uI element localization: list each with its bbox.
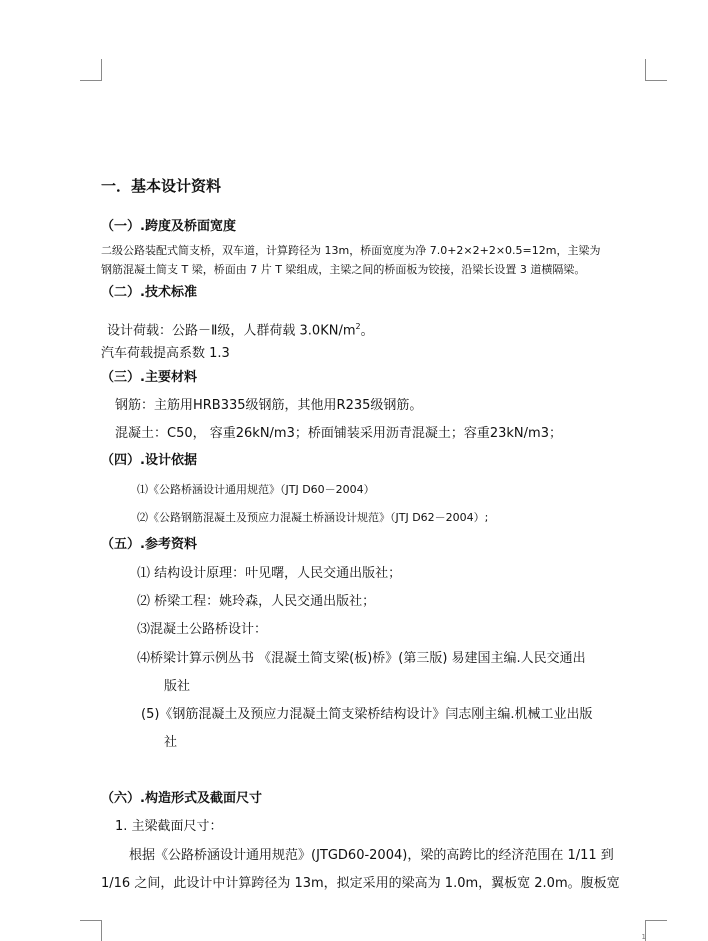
design-basis-item: ⑴《公路桥涵设计通用规范》（JTJ D60－2004） — [137, 483, 375, 496]
crop-mark-top-left-h — [80, 80, 102, 81]
crop-mark-bottom-left-h — [80, 920, 102, 921]
subheading-structure-and-section: （六）.构造形式及截面尺寸 — [101, 791, 262, 806]
crop-mark-bottom-right-h — [645, 920, 667, 921]
reference-item: ⑴ 结构设计原理：叶见曙，人民交通出版社； — [137, 566, 402, 581]
design-load-end: 。 — [360, 323, 374, 339]
paragraph-line: 二级公路装配式简支桥，双车道，计算跨径为 13m，桥面宽度为净 7.0+2×2+2×0.5=12m，主梁为 — [101, 244, 601, 257]
design-basis-item: ⑵《公路钢筋混凝土及预应力混凝土桥涵设计规范》（JTJ D62－2004）; — [137, 511, 489, 524]
reference-item-continuation: 版社 — [164, 679, 191, 694]
body-paragraph-line: 1/16 之间，此设计中计算跨径为 13m，拟定采用的梁高为 1.0m，翼板宽 2.0m。腹板宽 — [101, 876, 620, 891]
reference-item: ⑶混凝土公路桥设计： — [137, 622, 268, 637]
crop-mark-top-right-h — [645, 80, 667, 81]
unit-superscript: 2 — [355, 322, 361, 331]
design-load-text: 设计荷载：公路－Ⅱ级，人群荷载 3.0KN/m — [107, 323, 356, 339]
reference-item: ⑷桥梁计算示例丛书 《混凝土简支梁(板)桥》(第三版) 易建国主编.人民交通出 — [137, 651, 586, 666]
subheading-design-basis: （四）.设计依据 — [101, 453, 197, 468]
subheading-references: （五）.参考资料 — [101, 537, 197, 552]
numbered-item-main-beam: 1. 主梁截面尺寸： — [115, 819, 223, 834]
crop-mark-top-left-v — [101, 59, 102, 81]
reference-item-continuation: 社 — [164, 735, 178, 750]
subheading-technical-standards: （二）.技术标准 — [101, 285, 197, 300]
body-paragraph-line: 根据《公路桥涵设计通用规范》(JTGD60-2004)，梁的高跨比的经济范围在 1/11 到 — [129, 848, 614, 863]
crop-mark-bottom-left-v — [101, 920, 102, 941]
reference-item: (5)《钢筋混凝土及预应力混凝土简支梁桥结构设计》闫志刚主编.机械工业出版 — [141, 707, 593, 722]
subheading-span-and-deck-width: （一）.跨度及桥面宽度 — [101, 219, 236, 234]
page-number: 1 — [641, 933, 646, 941]
load-increase-coefficient: 汽车荷载提高系数 1.3 — [101, 346, 230, 361]
reference-item: ⑵ 桥梁工程：姚玲森，人民交通出版社； — [137, 594, 376, 609]
section-heading-basic-design-data: 一．基本设计资料 — [101, 177, 222, 195]
subheading-main-materials: （三）.主要材料 — [101, 370, 197, 385]
rebar-line: 钢筋：主筋用HRB335级钢筋，其他用R235级钢筋。 — [115, 398, 423, 413]
paragraph-line: 钢筋混凝土简支 T 梁，桥面由 7 片 T 梁组成，主梁之间的桥面板为铰接，沿梁长设置 3 道横隔梁。 — [101, 263, 586, 276]
crop-mark-top-right-v — [645, 59, 646, 81]
design-load-line — [107, 319, 374, 339]
concrete-line: 混凝土：C50， 容重26kN/m3；桥面铺装采用沥青混凝土；容重23kN/m3； — [115, 426, 562, 441]
